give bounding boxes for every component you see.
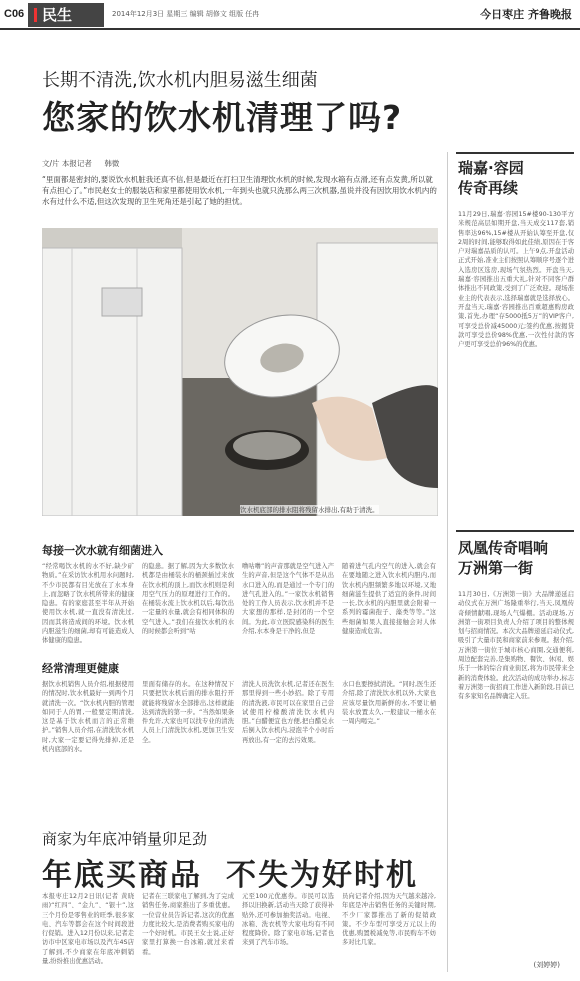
section3-headline [42,850,418,894]
sidebar-story1-title [458,158,524,198]
section3-col3: 元至100元优惠券。市民可以选择以旧换新,活动当天除了获得补贴外,还可参加抽奖活动。电视、冰箱、洗衣机等大家电均有不同程度降价。除了家电市场,记者也来到了汽车市场。 [242,893,334,947]
sidebar-rule-1 [456,152,574,154]
section-label: 民生 [42,6,73,24]
sidebar-story1-title-a: 瑞嘉·容园 [458,159,524,177]
section-tag [28,3,104,27]
story-subhead: 长期不清洗,饮水机内胆易滋生细菌 [42,70,318,91]
section1-col4: 随着进气孔内空气的进入,就会有在要地随之进入饮水机内胆内,而饮水机内胆频繁多地以环境,又地细菌滋生提供了适宜的条件,时间一长,饮水机的内胆里就会附着一系列的霉菌孢子、藻类等等。”这些细菌如果人直接接触会对人体健康造成危害。 [342,563,436,636]
section3-headline-b: 不失为好时机 [226,858,418,893]
sidebar-story2-body: 11月30日,《万洲第一街》大品牌递延启动仪式在万洲广场隆重举行,当天,凤凰传奇倾情献唱,现场人气爆棚。活动现场,万洲第一街项目负责人介绍了项目的整体规划与招商情况。本次大品牌递延启动仪式,吸引了大量市民和商家前来参观。据介绍,万洲第一街位于城市核心商圈,交通便利,周边配套完善,是集购物、餐饮、休闲、娱乐于一体的综合商业街区,将为市民带来全新的消费体验。此次活动的成功举办,标志着万洲第一街招商工作进入新阶段,目前已有多家知名品牌确定入驻。 [458,591,574,701]
byline [42,158,129,169]
masthead: 今日枣庄 齐鲁晚报 [480,8,572,21]
section-tag-bar [34,8,37,22]
issue-meta: 2014年12月3日 星期三 编辑 胡修文 组版 任冉 [112,10,260,18]
page-header [0,0,580,30]
section3-subhead: 商家为年底冲销量卯足劲 [42,830,208,848]
sidebar-story2-title [458,538,548,578]
section2-heading: 经常清理更健康 [42,662,119,675]
page-number: C06 [4,8,25,20]
section3-col2: 记者在三联家电了解到,为了完成销售任务,商家推出了多重优惠。一位营业员告诉记者,这次的优惠力度比较大,是消费者购买家电的一个好时机。市民王女士说,正好家里打算换一台冰箱,就过来看看。 [142,893,234,956]
sidebar-story1-body: 11月29日,瑞嘉·容园15#楼90-130平方米规范高层如期开盘,当天成交117套,销售率达96%,15#楼从开始认筹至开盘,仅2周的时间,能够取得如此佳绩,原因在于客户对瑞嘉品质的认可。上午9点,开盘活动正式开始,准业主们按照认筹顺序号逐个进入选房区选房,现场气氛热烈。开盘当天,瑞嘉·容园推出五重大礼,针对不同客户群体推出不同政策,受到了广泛欢迎。现场准业主的代表表示,选择瑞嘉就是选择放心。开盘当天,瑞嘉·容园推出百重超惠购房政策,首先,办理“存5000抵5万”的VIP客户,可享受总价减45000元;签约优惠,按揭贷款可享受总价98%优惠,一次性付款的客户更可享受总价96%的优惠。 [458,211,574,349]
section2-col2: 里面有储存的水。在这种情况下只要把饮水机后面的排水阻拧开就能将残留水全部排出,这样就能达到清洗的第一步。“当然如果条件允许,大家也可以找专业的清洗人员上门清洗饮水机,更加卫生安全。 [142,681,234,744]
section2-col4: 水口也要擦拭清洗。“同时,医生还介绍,除了清洗饮水机以外,大家也应该尽量饮用新鲜的水,不要让桶装水放置太久,一般建议一桶水在一周内喝完。” [342,681,436,726]
sidebar-story2-title-b: 万洲第一街 [458,559,534,577]
section3-col1: 本报枣庄12月2日讯(记者 黄晓雨)“红四”、“金九”、“银十”,这三个月份是零售业的旺季,很多家电、汽车等都会在这个时间段进行促销。进入12月份以来,记者走访市中区家电市场以及汽车4S店了解到,不少商家在年底冲刺销量,纷纷推出优惠活动。 [42,893,134,966]
photo-caption: 饮水机底部的排水阻将残留水排出,有助于清洗。 [240,506,379,514]
section3-headline-a: 年底买商品 [42,858,202,893]
photo-illustration [42,228,438,516]
section1-col2: 的隐患。据了解,因为大多数饮水机都是由桶装水的桶颈插过来放在饮水机的顶上,而饮水机则是利用空气压力的原理进行工作的。在桶装水流上饮水机以后,每饮出一定量的水量,就会有相同体积的空气进入。”我们在接饮水机的水的时候都会听到“咕 [142,563,234,636]
section2-col1: 据饮水机销售人员介绍,根据使用的情况时,饮水机最好一到两个月就清洗一次。“饮水机内胆的管理如同于人的胃,一般要定期清洗,这是基于饮水机而言的正常维护。”销售人员介绍,在清洗饮水机时,大家一定要记得先排掉,还是机内底部的水。 [42,681,134,754]
section1-col3: 噜咕噜”的声音那就是空气进入产生的声音,但是这个气体不是从出水口进入的,而是通过一个专门的进气孔进入的。”一家饮水机销售处的工作人员表示,饮水机并不是大家想的那样,是封闭的一个空间。为此,市立医院感染科的医生介绍,水本身是干净的,但是 [242,563,334,636]
sidebar-story2-title-a: 凤凰传奇唱响 [458,539,549,557]
section2-col3: 清洗人员洗饮水机,记者还在医生那里得到一些小妙招。除了专用的清洗液,市民可以在家里自己尝试使用柠檬酸清洗饮水机内胆。”白醋便宜也方便,把白醋兑水后倒入饮水机内,浸泡半个小时后再放出,有一定的去污效果。 [242,681,334,744]
column-divider [447,152,448,972]
section1-heading: 每接一次水就有细菌进入 [42,544,163,557]
author-credit: (刘婷婷) [533,961,560,969]
news-photo [42,228,438,516]
story-headline: 您家的饮水机清理了吗? [42,98,403,137]
byline-name: 韩微 [104,159,120,168]
sidebar-story1-title-b: 传奇再续 [458,179,519,197]
sidebar-rule-2 [456,530,574,532]
lead-paragraph: “里面都是密封的,要说饮水机脏我还真不信,但是最近在打扫卫生清理饮水机的时候,发现水箱有点滑,还有点发黄,所以就有点担心了。”市民赵女士的服装店和家里都使用饮水机,一年到头也就只洗那么两三次机器,虽说并没有因饮用饮水机内的水有过什么不适,但这次发现的卫生死角还是引起了她的担忧。 [42,175,437,206]
section3-col4: 员向记者介绍,因为天气越来越冷,年底是冲击销售任务的关键时期,不少厂家都推出了新的促销政策。不少车型可享受万元以上的优惠,购置税减免等,市民购车不妨多对比几家。 [342,893,436,947]
section1-col1: “经常喝饮水机的水不好,缺少矿物质。”在采访饮水机用水问题时,不少市民都有目光放在了水本身上,而忽略了饮水机所带来的健康隐患。有的家庭甚至半年从开始使用饮水机,就一直没有清洗过,因而其将造成间的环境。饮水机内胆滋生的细菌,却有可能造成人体健康的隐患。 [42,563,134,645]
byline-reporter: 文/片 本报记者 [42,159,92,168]
